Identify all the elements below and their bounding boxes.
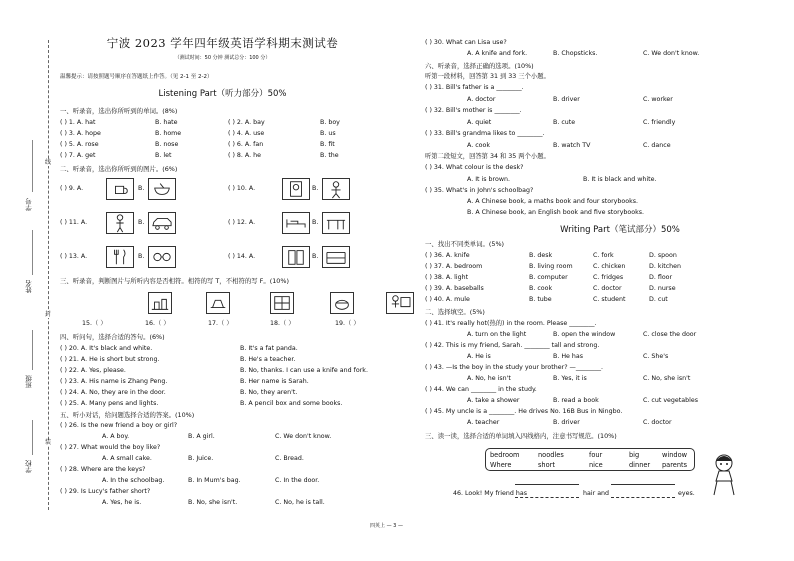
section-4-heading: 四、听问句，选择合适的答句。(6%) — [60, 333, 165, 341]
four-line-grid — [515, 484, 579, 485]
word: big — [629, 451, 640, 459]
section-3-heading: 三、听录音，判断图片与所听内容是否相符。相符的写 T，不相符的写 F。(10%) — [60, 277, 289, 285]
fork-knife-image[interactable] — [106, 246, 134, 268]
bookshelf-image[interactable] — [322, 246, 350, 268]
page-title: 宁波 2023 学年四年级英语学科期末测试卷 — [106, 36, 339, 50]
question: ( ) 27. What would the boy like? — [60, 444, 161, 451]
section-2-heading: 二、听录音，选出你所听到的图片。(6%) — [60, 165, 178, 173]
question: ( ) 42. This is my friend, Sarah. ________ tall and strong. — [425, 342, 600, 349]
q46-text-b: hair and — [583, 490, 610, 497]
name-label: 姓名 — [25, 280, 33, 293]
question: ( ) 30. What can Lisa use? — [425, 39, 507, 46]
man-image[interactable] — [106, 212, 134, 234]
page-subtitle: （测试时间：50 分钟 测试总分：100 分） — [174, 55, 271, 61]
listening-heading: Listening Part（听力部分）50% — [158, 89, 287, 99]
question: ( ) 44. We can ________ in the study. — [425, 386, 537, 393]
desk-image[interactable] — [322, 212, 350, 234]
passage-note: 听第一段材料，回答第 31 到 33 三个小题。 — [425, 73, 550, 80]
answer-line[interactable] — [515, 497, 579, 498]
word: dinner — [629, 461, 651, 469]
binding-strip — [22, 40, 58, 510]
writing-section-2-heading: 二、选择填空。(5%) — [425, 308, 485, 316]
option: B. A Chinese book, an English book and five storybooks. — [467, 209, 645, 216]
scene-image[interactable] — [330, 292, 354, 314]
scene-image[interactable] — [148, 292, 172, 314]
bowl-image[interactable] — [148, 178, 176, 200]
word: parents — [662, 461, 688, 469]
shower-image[interactable] — [282, 178, 310, 200]
school-label: 学校 — [25, 460, 33, 473]
name-field[interactable] — [32, 230, 33, 275]
section-5-heading: 五、听小对话，给问题选择合适的答案。(10%) — [60, 411, 195, 419]
word: nice — [589, 461, 603, 469]
glasses-image[interactable] — [148, 246, 176, 268]
writing-section-1-heading: 一、找出不同类单词。(5%) — [425, 240, 505, 248]
girl-illustration — [711, 452, 737, 498]
writing-heading: Writing Part（笔试部分）50% — [560, 225, 680, 235]
word: short — [538, 461, 555, 469]
bed-image[interactable] — [282, 212, 310, 234]
number-label: 学号 — [25, 198, 33, 211]
q46-text-a: 46. Look! My friend has — [453, 490, 528, 497]
word: Where — [490, 461, 512, 469]
class-label: 班级 — [25, 375, 33, 388]
question: ( ) 32. Bill's mother is ________. — [425, 107, 522, 114]
cut-mark-3: 装 — [45, 439, 52, 446]
boy-image[interactable] — [322, 178, 350, 200]
word: four — [589, 451, 603, 459]
word-bank — [485, 448, 695, 471]
number-field[interactable] — [32, 140, 33, 192]
passage-note: 听第二段短文，回答第 34 和 35 两个小题。 — [425, 153, 550, 160]
word: noodles — [538, 451, 564, 459]
section-1-heading: 一、听录音，选出你所听到的单词。(8%) — [60, 107, 178, 115]
word: bedroom — [490, 451, 520, 459]
question: ( ) 28. Where are the keys? — [60, 466, 146, 473]
q46-text-c: eyes. — [678, 490, 695, 497]
question: ( ) 29. Is Lucy's father short? — [60, 488, 151, 495]
cup-image[interactable] — [106, 178, 134, 200]
writing-section-3-heading: 三、读一读，选择合适的单词填入四线格内，注意书写规范。(10%) — [425, 432, 617, 440]
word: window — [662, 451, 688, 459]
question: ( ) 33. Bill's grandma likes to ________. — [425, 130, 545, 137]
question: ( ) 26. Is the new friend a boy or girl? — [60, 422, 178, 429]
school-field[interactable] — [32, 420, 33, 455]
page-footer: 四英上 — 3 — — [370, 523, 403, 529]
question: ( ) 45. My uncle is a ________. He drives No. 16B Bus in Ningbo. — [425, 408, 623, 415]
scene-image[interactable] — [206, 292, 230, 314]
fridge-image[interactable] — [282, 246, 310, 268]
question: ( ) 43. —Is the boy in the study your brother? —________. — [425, 364, 604, 371]
question: ( ) 35. What's in John's schoolbag? — [425, 187, 534, 194]
cut-mark-2: 封 — [45, 311, 52, 318]
scene-image[interactable] — [270, 292, 294, 314]
question: ( ) 41. It's really hot(热的) in the room. Please ________. — [425, 320, 597, 327]
option: A. A Chinese book, a maths book and four storybooks. — [467, 198, 639, 205]
four-line-grid — [611, 484, 675, 485]
cut-mark-1: 线 — [45, 159, 52, 166]
instruction-tip: 温馨提示：请按照题号顺序在答题纸上作答。（见 2-1 至 2-2） — [60, 74, 213, 80]
section-6-heading: 六、听录音，选择正确的选项。(10%) — [425, 62, 534, 70]
class-field[interactable] — [32, 330, 33, 370]
car-image[interactable] — [148, 212, 176, 234]
answer-line[interactable] — [611, 497, 675, 498]
scene-image[interactable] — [386, 292, 414, 314]
question: ( ) 31. Bill's father is a ________. — [425, 84, 524, 91]
question: ( ) 34. What colour is the desk? — [425, 164, 524, 171]
